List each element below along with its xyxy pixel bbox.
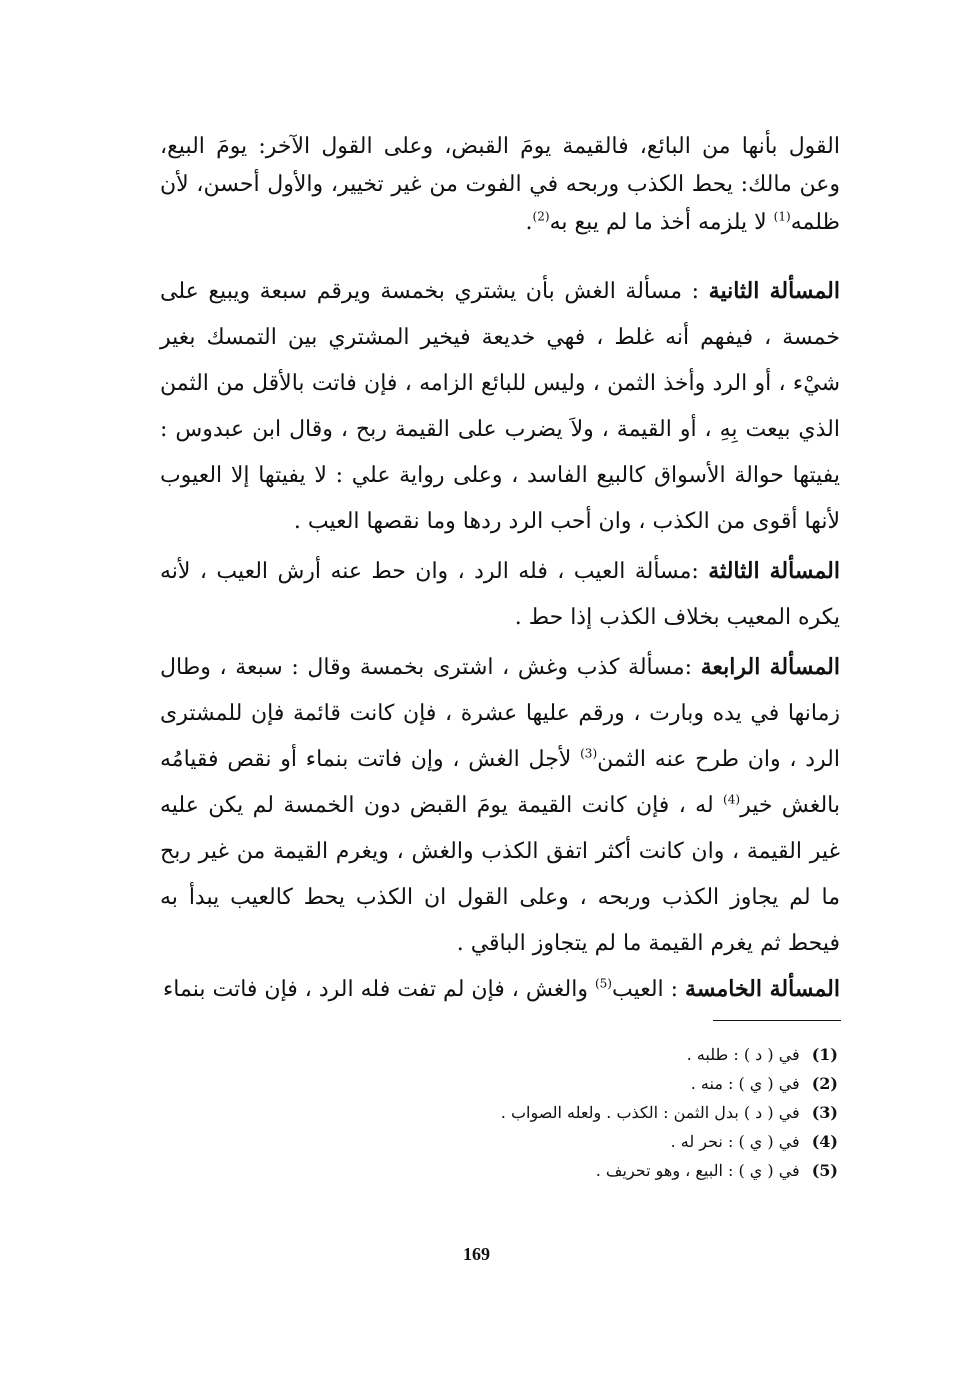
intro-text-part2: لا يلزمه أخذ ما لم يبع به bbox=[549, 210, 774, 235]
footnote-ref-2: (2) bbox=[532, 209, 550, 224]
footnote-ref-5: (5) bbox=[594, 976, 612, 991]
footnote-text: في ( ي ) : منه . bbox=[690, 1074, 800, 1093]
issue-2-title: المسألة الثانية bbox=[708, 278, 840, 304]
issue-4-text-part2: لأجل الغش ، وإن فاتت بنماء أو نقص فقيامُه بالغش خير bbox=[160, 747, 841, 818]
issue-4-title: المسألة الرابعة bbox=[700, 654, 840, 680]
issue-4-text-part1: :مسألة كذب وغش ، اشترى بخمسة وقال : سبعة ، وطال زمانها في يده وبارت ، ورقم عليها عشرة ، فإن كانت قائمة فإن للمشترى الرد ، وان طرح عنه الثمن bbox=[160, 655, 840, 772]
footnote-number: (2) bbox=[811, 1074, 838, 1093]
issue-2-paragraph bbox=[160, 268, 840, 545]
footnote-number: (5) bbox=[811, 1161, 838, 1180]
issue-5-title: المسألة الخامسة bbox=[685, 976, 840, 1002]
page-number: 169 bbox=[463, 1244, 490, 1264]
issue-3-title: المسألة الثالثة bbox=[708, 558, 840, 584]
footnote-number: (3) bbox=[811, 1103, 838, 1122]
footnote-item bbox=[360, 1040, 838, 1069]
footnote-item bbox=[360, 1069, 838, 1098]
footnote-text: في ( ي ) : نحر له . bbox=[670, 1132, 800, 1151]
footnote-ref-3: (3) bbox=[580, 746, 598, 761]
footnote-text: في ( د ) : طلبه . bbox=[686, 1045, 800, 1064]
intro-text-part3: . bbox=[525, 210, 533, 235]
issue-4-paragraph bbox=[160, 644, 840, 967]
footnote-text: في ( د ) بدل الثمن : الكذب . ولعله الصواب . bbox=[500, 1103, 800, 1122]
footnote-ref-4: (4) bbox=[723, 792, 741, 807]
footnotes-list bbox=[360, 1040, 838, 1185]
footnote-item bbox=[360, 1098, 838, 1127]
intro-text-part1: القول بأنها من البائع، فالقيمة يومَ القبض، وعلى القول الآخر: يومَ البيع، وعن مالك: يحط الكذب وربحه في الفوت من غير تخيير، والأول أحسن، لأن ظلمه bbox=[160, 134, 840, 235]
issue-4-text-part3: له ، فإن كانت القيمة يومَ القبض دون الخمسة لم يكن عليه غير القيمة ، وان كانت أكثر اتفق الكذب والغش ، ويغرم القيمة من غير ربح ما لم يجاوز الكذب وربحه ، وعلى القول ان الكذب يحط كالعيب يبدأ به فيحط ثم يغرم القيمة ما لم يتجاوز الباقي . bbox=[160, 793, 840, 956]
issue-2-text: : مسألة الغش بأن يشتري بخمسة ويرقم سبعة ويبيع على خمسة ، فيفهم أنه غلط ، فهي خديعة فيخير المشتري بين التمسك بغير شيْء ، أو الرد وأخذ الثمن ، وليس للبائع الزامه ، فإن فاتت بالأقل من الثمن الذي بيعت بِهِ ، أو القيمة ، ولاَ يضرب على القيمة ربح ، وقال ابن عبدوس : يفيتها حوالة الأسواق كالبيع الفاسد ، وعلى رواية علي : لا يفيتها إلا العيوب لأنها أقوى من الكذب ، وان أحب الرد ردها وما نقصها العيب . bbox=[160, 279, 840, 534]
intro-paragraph bbox=[160, 128, 840, 242]
issue-5-paragraph bbox=[160, 966, 840, 1013]
footnote-item bbox=[360, 1156, 838, 1185]
footnote-ref-1: (1) bbox=[773, 209, 791, 224]
footnote-item bbox=[360, 1127, 838, 1156]
footnote-divider bbox=[713, 1020, 841, 1021]
issue-3-text: :مسألة العيب ، فله الرد ، وان حط عنه أرش العيب ، لأنه يكره المعيب بخلاف الكذب إذا حط . bbox=[160, 559, 840, 630]
footnote-text: في ( ي ) : البيع ، وهو تحريف . bbox=[595, 1161, 800, 1180]
footnote-number: (1) bbox=[811, 1045, 838, 1064]
issue-3-paragraph bbox=[160, 548, 840, 641]
footnote-number: (4) bbox=[811, 1132, 838, 1151]
issue-5-text-part1: : العيب bbox=[611, 977, 686, 1002]
issue-5-text-part2: والغش ، فإن لم تفت فله الرد ، فإن فاتت بنماء bbox=[162, 977, 595, 1002]
